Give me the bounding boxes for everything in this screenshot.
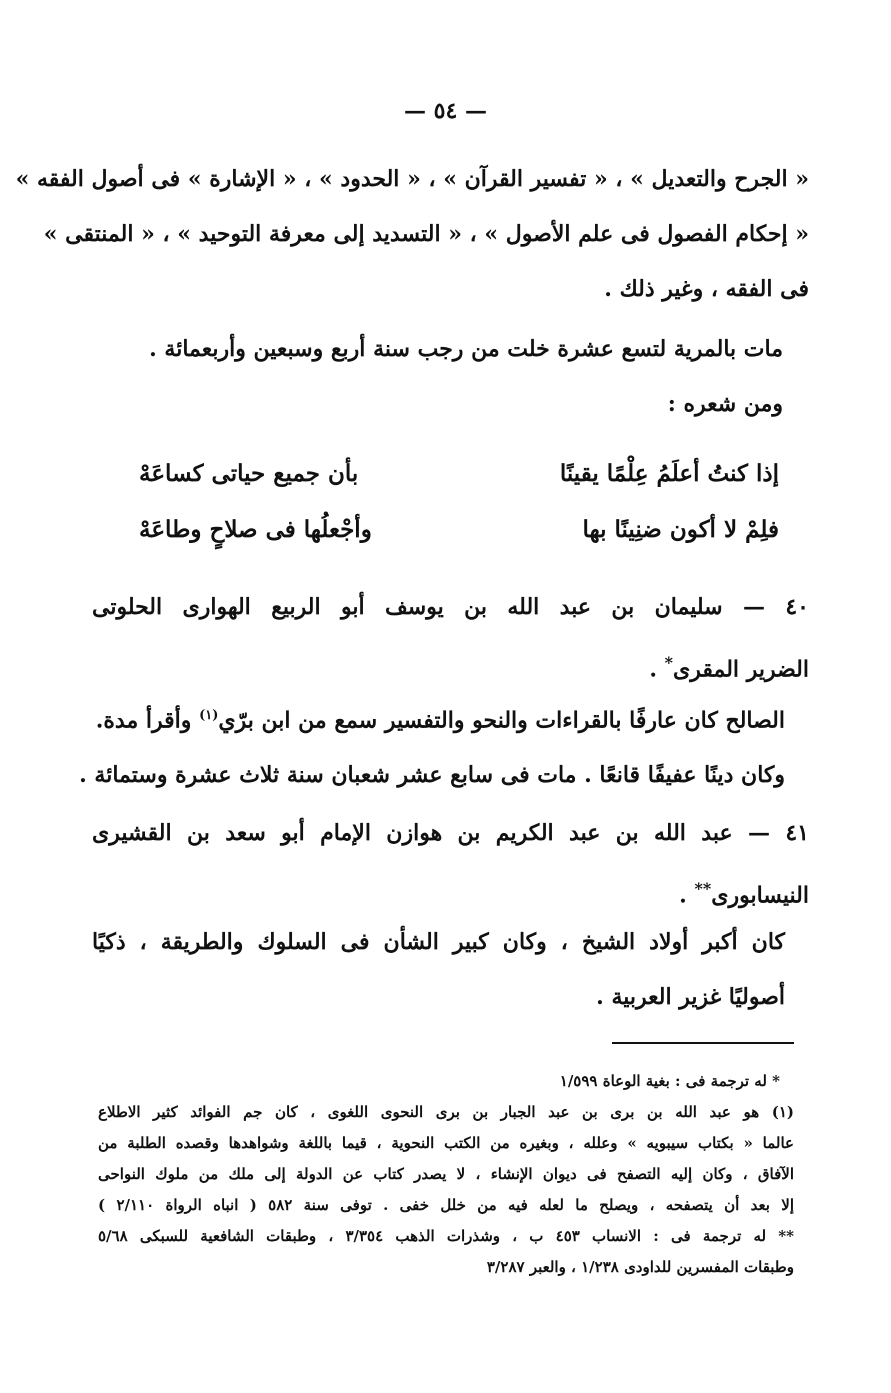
entry-heading-line: ٤٠ — سليمان بن عبد الله بن يوسف أبو الربيع الهوارى الحلوتى [92,594,809,620]
text-line: أصوليًا غزير العربية . [596,984,785,1010]
text-line: فى الفقه ، وغير ذلك . [604,276,809,302]
verse-line [139,501,779,557]
text-line: كان أكبر أولاد الشيخ ، وكان كبير الشأن فى السلوك والطريقة ، ذكيًا [92,929,785,955]
entry-end-punctuation: . [649,656,665,683]
text-line: « إحكام الفصول فى علم الأصول » ، « التسديد إلى معرفة التوحيد » ، « المنتقى » [43,221,809,247]
footnote-line: * له ترجمة فى : بغية الوعاة ١/٥٩٩ [559,1072,780,1090]
verse-first-hemistich: فلِمْ لا أكون ضنِينًا بها [582,515,779,543]
book-titles-paragraph [15,152,809,317]
poem [139,445,779,557]
verse-second-hemistich: بأن جميع حياتى كساعَهْ [139,459,359,487]
entry-40-heading [92,580,809,697]
entry-end-punctuation: . [679,882,695,909]
footnote-line: عالما « بكتاب سيبويه » وعلله ، وبغيره من الكتب النحوية ، قيما باللغة وشواهدها وقصده الطلبة من [98,1134,794,1152]
footnote-marker: ** [694,879,712,898]
entry-heading-line [92,861,809,923]
entry-name-continued: النيسابورى [711,882,809,909]
footnote-line: إلا بعد أن يتصفحه ، ويصلح ما لعله فيه من خلل خفى . توفى سنة ٥٨٢ ( انباه الرواة ٢/١١٠ ) [98,1196,794,1214]
footnote-line: الآفاق ، وكان إليه التصفح فى ديوان الإنشاء ، لا يصدر كتاب عن الدولة إلى ملك من ملوك النواحى [98,1165,794,1183]
text-line: ومن شعره : [667,391,783,417]
entry-name-continued: الضرير المقرى [673,656,809,683]
page-number: — ٥٤ — [404,98,487,124]
footnote-line: وطبقات المفسرين للداودى ١/٢٣٨ ، والعبر ٣/٢٨٧ [486,1258,794,1276]
entry-heading-line: ٤١ — عبد الله بن عبد الكريم بن هوازن الإمام أبو سعد بن القشيرى [92,820,809,846]
entry-40-body [79,688,785,803]
verse-second-hemistich: وأجْعلُها فى صلاحٍ وطاعَهْ [139,515,372,543]
footnote-line: ** له ترجمة فى : الانساب ٤٥٣ ب ، وشذرات الذهب ٣/٣٥٤ ، وطبقات الشافعية للسبكى ٥/٦٨ [98,1227,794,1245]
text-line [92,688,785,748]
footnote-line: (١) هو عبد الله بن برى بن عبد الجبار بن برى النحوى اللغوى ، كان جم الفوائد كثير الاطلاع [98,1103,794,1121]
text-segment: وأقرأ مدة. [95,707,200,734]
verse-line [139,445,779,501]
text-line: وكان دينًا عفيفًا قانعًا . مات فى سابع عشر شعبان سنة ثلاث عشرة وستمائة . [79,762,785,789]
footnote-reference: (١) [199,708,219,723]
entry-41-body [92,915,785,1025]
footnotes [98,1066,794,1283]
entry-41-heading [92,806,809,923]
footnote-separator [612,1042,794,1044]
text-line: مات بالمرية لتسع عشرة خلت من رجب سنة أربع وسبعين وأربعمائة . [149,336,783,362]
text-segment: الصالح كان عارفًا بالقراءات والنحو والتفسير سمع من ابن برّي [218,707,785,734]
text-line: « الجرح والتعديل » ، « تفسير القرآن » ، « الحدود » ، « الإشارة » فى أصول الفقه » [15,166,809,192]
verse-first-hemistich: إذا كنتُ أعلَمُ عِلْمًا يقينًا [559,459,779,487]
death-paragraph [92,322,783,432]
footnote-marker: * [664,653,674,672]
